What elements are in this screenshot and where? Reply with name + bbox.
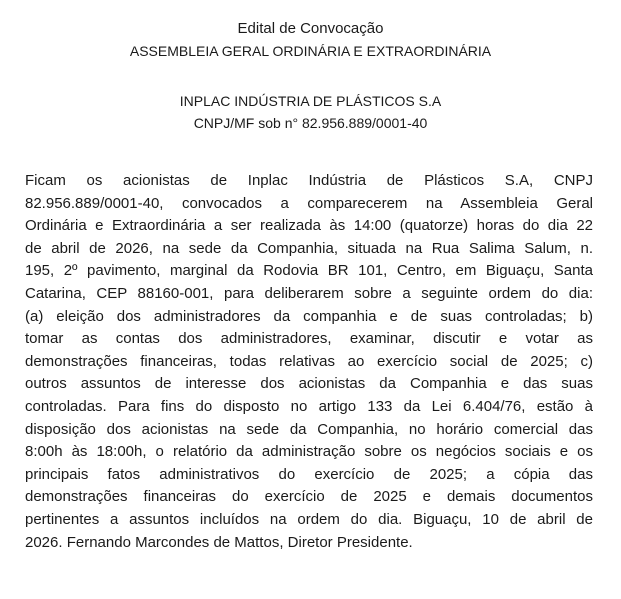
company-name: INPLAC INDÚSTRIA DE PLÁSTICOS S.A <box>179 93 442 109</box>
body-line: principais fatos administrativos do exercício de 2025; a cópia das <box>25 465 593 483</box>
body-line: pertinentes a assuntos incluídos na ordem do dia. Biguaçu, 10 de abril de <box>25 510 593 528</box>
body-line: 82.956.889/0001-40, convocados a comparecerem na Assembleia Geral <box>25 194 593 212</box>
body-line: demonstrações financeiras, todas relativas ao exercício social de 2025; c) <box>25 352 593 370</box>
body-line: 8:00h às 18:00h, o relatório da administração sobre os negócios sociais e os <box>25 443 593 461</box>
body-line: Catarina, CEP 88160-001, para deliberarem sobre a seguinte ordem do dia: <box>25 284 593 302</box>
body-line: de abril de 2026, na sede da Companhia, situada na Rua Salima Salum, n. <box>25 239 593 257</box>
assembly-type-heading: ASSEMBLEIA GERAL ORDINÁRIA E EXTRAORDINÁRIA <box>129 43 492 59</box>
body-line: outros assuntos de interesse dos acionistas da Companhia e das suas <box>25 375 593 393</box>
body-line: Ficam os acionistas de Inplac Indústria de Plásticos S.A, CNPJ <box>25 172 593 189</box>
notice-body <box>25 170 593 554</box>
body-line: controladas. Para fins do disposto no artigo 133 da Lei 6.404/76, estão à <box>25 397 593 415</box>
body-line: disposição dos acionistas na sede da Companhia, no horário comercial das <box>25 420 593 438</box>
body-line: (a) eleição dos administradores da companhia e de suas controladas; b) <box>25 307 593 325</box>
body-line-last: 2026. Fernando Marcondes de Mattos, Diretor Presidente. <box>25 533 413 551</box>
body-line: Ordinária e Extraordinária a ser realizada às 14:00 (quatorze) horas do dia 22 <box>25 217 593 235</box>
body-line: demonstrações financeiras do exercício de 2025 e demais documentos <box>25 488 593 506</box>
notice-title: Edital de Convocação <box>237 20 384 37</box>
body-line: 195, 2º pavimento, marginal da Rodovia BR 101, Centro, em Biguaçu, Santa <box>25 262 593 280</box>
company-cnpj: CNPJ/MF sob n° 82.956.889/0001-40 <box>193 115 428 131</box>
body-line: tomar as contas dos administradores, examinar, discutir e votar as <box>25 330 593 348</box>
